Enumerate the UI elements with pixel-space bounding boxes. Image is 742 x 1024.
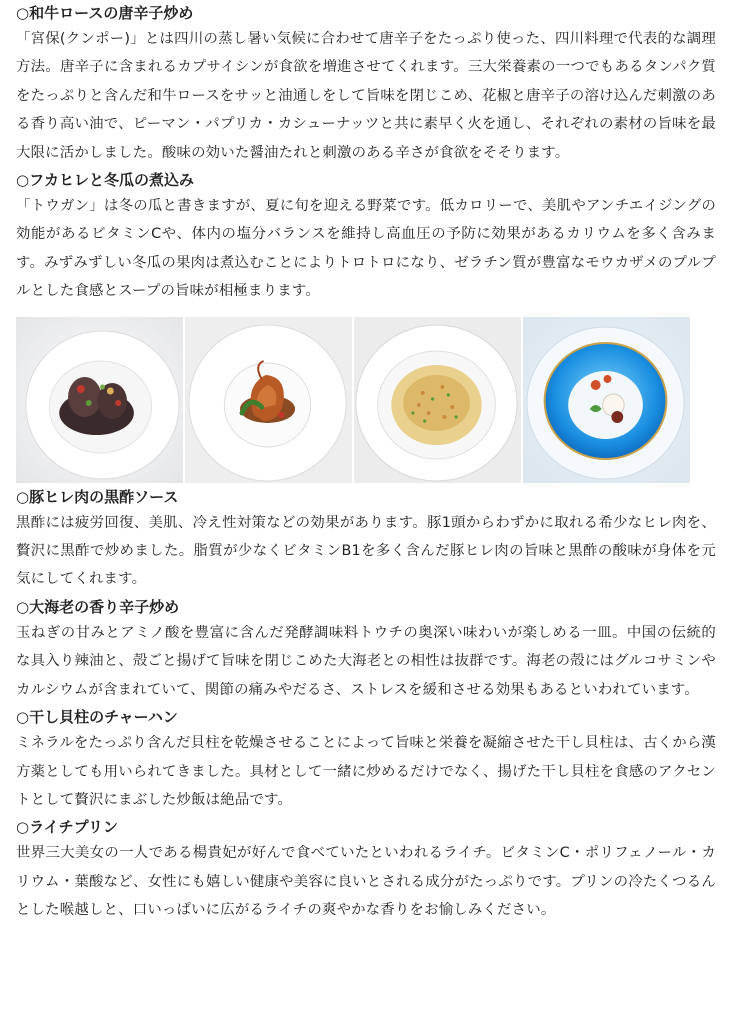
dish-fried-rice-photo (354, 317, 521, 483)
section-title: ○干し貝柱のチャーハン (16, 708, 178, 727)
dish-photo-strip (16, 317, 690, 483)
section-text: 玉ねぎの甘みとアミノ酸を豊富に含んだ発酵調味料トウチの奥深い味わいが楽しめる一皿。中国の伝統的な具入り辣油と、殻ごと揚げて旨味を閉じこめた大海老との相性は抜群です。海老の殻にはグルコサミンやカルシウムが含まれていて、関節の痛みやだるさ、ストレスを緩和させる効果もあるといわれています。 (16, 624, 716, 698)
section-title: ○フカヒレと冬瓜の煮込み (16, 171, 194, 190)
section-fried-rice (16, 707, 716, 814)
section-title: ○豚ヒレ肉の黒酢ソース (16, 487, 179, 506)
section-title: ○ライチプリン (16, 818, 119, 837)
section-text: ミネラルをたっぷり含んだ貝柱を乾燥させることによって旨味と栄養を凝縮させた干し貝柱は、古くから漢方薬としても用いられてきました。具材として一緒に炒めるだけでなく、揚げた干し貝柱を食感のアクセントとして贅沢にまぶした炒飯は絶品です。 (16, 735, 716, 808)
section-title: ○大海老の香り辛子炒め (16, 597, 180, 616)
dish-lychee-pudding-photo (523, 317, 690, 483)
section-text: 「宮保(クンポー)」とは四川の蒸し暑い気候に合わせて唐辛子をたっぷり使った、四川料理で代表的な調理方法。唐辛子に含まれるカプサイシンが食欲を増進させてくれます。三大栄養素の一つでもあるタンパク質をたっぷりと含んだ和牛ロースをサッと油通しをして旨味を閉じこめ、花椒と唐辛子の溶け込んだ刺激のある香り高い油で、ピーマン・パプリカ・カシューナッツと共に素早く火を通し、それぞれの素材の旨味を最大限に活かしました。酸味の効いた醤油たれと刺激のある辛さが食欲をそそります。 (16, 31, 716, 161)
section-shark-fin (16, 170, 716, 306)
section-title: ○和牛ロースの唐辛子炒め (16, 4, 194, 22)
section-text: 世界三大美女の一人である楊貴妃が好んで食べていたといわれるライチ。ビタミンC・ポリフェノール・カリウム・葉酸など、女性にも嬉しい健康や美容に良いとされる成分がたっぷりです。プリンの冷たくつるんとした喉越しと、口いっぱいに広がるライチの爽やかな香りをお愉しみください。 (16, 845, 716, 919)
section-pork-black-vinegar (16, 487, 716, 594)
section-wagyu (16, 3, 716, 167)
section-lychee-pudding (16, 817, 716, 924)
section-prawn (16, 597, 716, 704)
section-text: 黒酢には疲労回復、美肌、冷え性対策などの効果があります。豚1頭からわずかに取れる希少なヒレ肉を、贅沢に黒酢で炒めました。脂質が少なくビタミンB1を多く含んだ豚ヒレ肉の旨味と黒酢の酸味が身体を元気にしてくれます。 (16, 514, 716, 588)
section-text: 「トウガン」は冬の瓜と書きますが、夏に旬を迎える野菜です。低カロリーで、美肌やアンチエイジングの効能があるビタミンCや、体内の塩分バランスを維持し高血圧の予防に効果があるカリウムを多く含みます。みずみずしい冬瓜の果肉は煮込むことによりトロトロになり、ゼラチン質が豊富なモウカザメのプルプルとした食感とスープの旨味が相極まります。 (16, 198, 716, 300)
dish-black-vinegar-pork-photo (16, 317, 183, 483)
dish-prawn-photo (185, 317, 352, 483)
menu-document (16, 0, 716, 925)
